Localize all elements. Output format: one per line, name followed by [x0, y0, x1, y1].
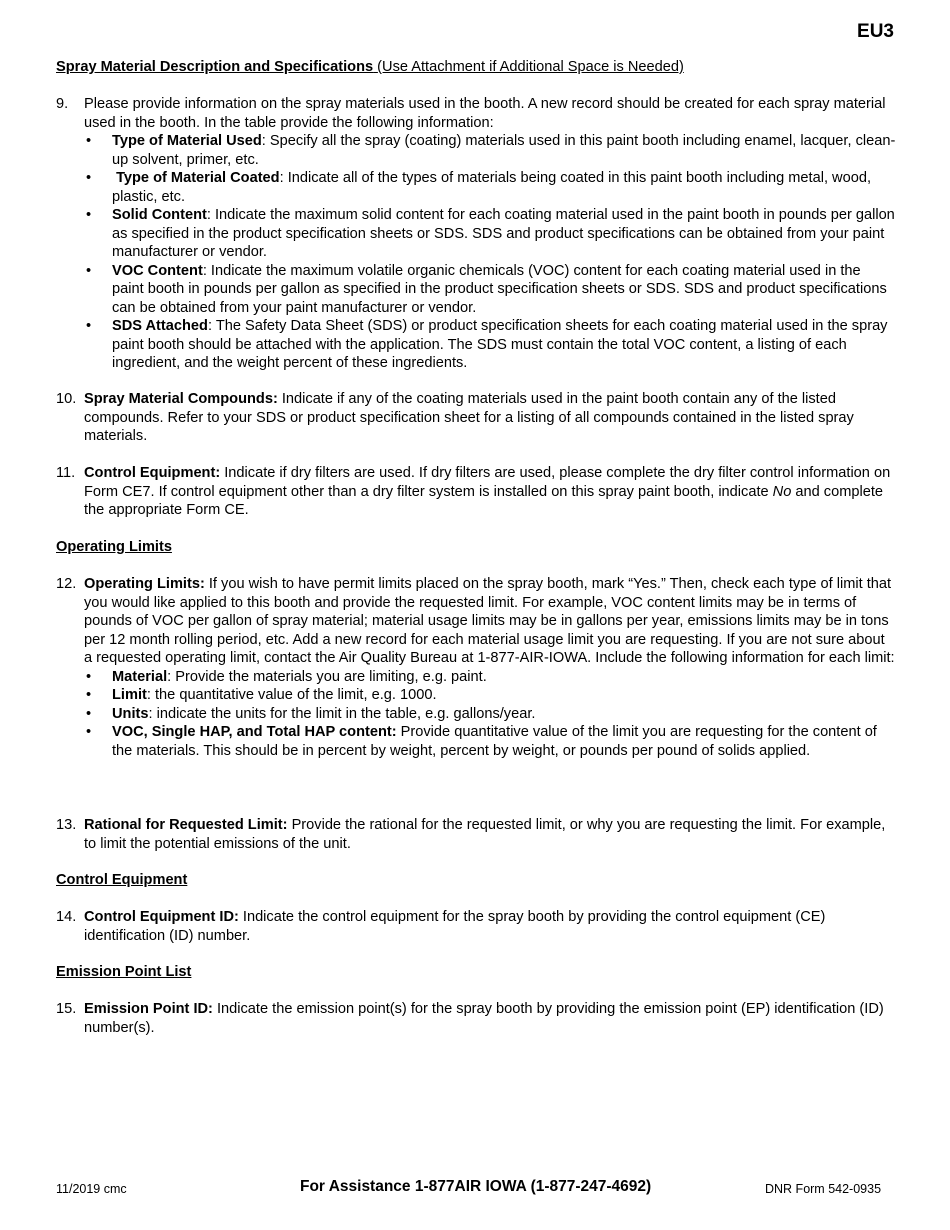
- bullet-text: : Indicate the maximum solid content for each coating material used in the paint booth in pounds per gallon as specified in the product specification sheets or SDS. SDS and product specifications can be obtained from your paint manufacturer or vendor.: [112, 207, 895, 260]
- bullet-label: VOC Content: [112, 262, 203, 279]
- item-label: Control Equipment ID:: [84, 909, 239, 925]
- bullet-text: : the quantitative value of the limit, e.g. 1000.: [146, 687, 437, 703]
- section-heading-spray-material: [56, 58, 684, 76]
- item-text: Indicate the control equipment for the spray booth by providing the control equipment (CE) identification (ID) number.: [84, 909, 826, 944]
- footer-assistance: For Assistance 1-877AIR IOWA (1-877-247-4692): [300, 1178, 652, 1195]
- item-label: Control Equipment:: [84, 465, 221, 481]
- bullet-text: : Specify all the spray (coating) materials used in this paint booth including enamel, lacquer, clean-up solvent, primer, etc.: [112, 133, 896, 168]
- bullet-solid-content: [84, 206, 896, 262]
- section-title: Spray Material Description and Specifications: [56, 59, 374, 75]
- instruction-item-14: [56, 908, 896, 945]
- item-text-end: and complete the appropriate Form CE.: [84, 483, 884, 518]
- section-note: (Use Attachment if Additional Space is Needed): [377, 59, 684, 75]
- item-text: Indicate the emission point(s) for the spray booth by providing the emission point (EP) identification (ID) number(s).: [84, 1001, 884, 1036]
- item-body: [84, 908, 896, 945]
- item-label: Spray Material Compounds:: [84, 391, 278, 407]
- section-heading-control-equipment: Control Equipment: [56, 872, 188, 888]
- bullet-label: Material: [112, 668, 168, 685]
- bullet-label: SDS Attached: [112, 318, 208, 334]
- item-number: 12.: [56, 576, 77, 592]
- footer-form-number: DNR Form 542-0935: [765, 1182, 882, 1196]
- item-number: 9.: [56, 96, 69, 112]
- item-intro: Please provide information on the spray materials used in the booth. A new record should be created for each spray material used in the booth. In the table provide the following information:: [84, 96, 886, 131]
- instruction-item-9: [56, 95, 896, 373]
- bullet-label: Units: [112, 705, 149, 722]
- item-body: [84, 1000, 896, 1037]
- item-text: Provide the rational for the requested limit, or why you are requesting the limit. For example, to limit the potential emissions of the unit.: [84, 817, 886, 852]
- bullet-label: Limit: [112, 687, 147, 703]
- bullet-hap-content: [84, 723, 896, 760]
- item-text: Indicate if any of the coating materials used in the paint booth contain any of the listed compounds. Refer to your SDS or product specification sheet for a listing of all compounds contained in the listed spray materials.: [84, 391, 854, 444]
- item-text: If you wish to have permit limits placed on the spray booth, mark “Yes.” Then, check each type of limit that you would like applied to this booth and provide the requested limit. For example, VOC content limits may be in terms of pounds of VOC per gallon of spray material; material usage limits may be in gallons per year, emissions limits may be in tons per 12 month rolling period, etc. Add a new record for each material usage limit you are requesting. If you are not sure about a requested operating limit, contact the Air Quality Bureau at 1-877-AIR-IOWA. Include the following information for each limit:: [84, 576, 895, 666]
- instruction-item-12: [56, 575, 896, 760]
- item-body: [84, 575, 896, 760]
- bullet-text: : indicate the units for the limit in the table, e.g. gallons/year.: [148, 705, 536, 722]
- instruction-item-11: [56, 464, 896, 520]
- bullet-text: : The Safety Data Sheet (SDS) or product specification sheets for each coating material used in the spray paint booth should be attached with the application. The SDS must contain the total VOC content, a listing of each ingredient, and the weight percent of these ingredients.: [112, 318, 888, 371]
- bullet-material: [84, 668, 896, 687]
- item-body: [84, 390, 896, 446]
- item-body: [84, 816, 896, 853]
- item-body: [84, 464, 896, 520]
- bullet-text: : Indicate all of the types of materials being coated in this paint booth including metal, wood, plastic, etc.: [112, 170, 871, 205]
- form-code: EU3: [857, 21, 894, 42]
- item-text: Indicate if dry filters are used. If dry filters are used, please complete the dry filter control information on Form CE7. If control equipment other than a dry filter system is installed on this spray paint booth, indicate: [84, 465, 891, 500]
- bullet-voc-content: [84, 262, 896, 318]
- bullet-text: : Indicate the maximum volatile organic chemicals (VOC) content for each coating material used in the paint booth in pounds per gallon as specified in the product specification sheets or SDS. SDS and product specifications can be obtained from your paint manufacturer or vendor.: [112, 262, 887, 316]
- item-number: 10.: [56, 391, 77, 407]
- section-heading-emission-point-list: Emission Point List: [56, 964, 192, 980]
- bullet-label: Type of Material Used: [112, 133, 262, 149]
- bullet-label: VOC, Single HAP, and Total HAP content:: [112, 724, 397, 740]
- item-label: Emission Point ID:: [84, 1001, 213, 1017]
- bullet-label: Solid Content: [112, 207, 207, 223]
- bullet-units: [84, 705, 896, 724]
- bullet-sds-attached: [84, 317, 896, 373]
- item-emphasis: No: [772, 483, 792, 500]
- item-label: Operating Limits:: [84, 576, 205, 592]
- bullet-text: Provide quantitative value of the limit you are requesting for the content of the materials. This should be in percent by weight, percent by weight, or pounds per pound of solids applied.: [112, 724, 877, 759]
- bullet-limit: [84, 686, 896, 705]
- instruction-item-13: [56, 816, 896, 853]
- bullet-label: Type of Material Coated: [116, 170, 280, 186]
- item-number: 15.: [56, 1001, 77, 1017]
- footer-date: 11/2019 cmc: [56, 1182, 127, 1196]
- item-label: Rational for Requested Limit:: [84, 817, 288, 833]
- item-number: 13.: [56, 817, 77, 833]
- section-heading-operating-limits: Operating Limits: [56, 539, 172, 555]
- item-number: 11.: [56, 465, 76, 481]
- bullet-type-of-material-coated: [84, 169, 896, 206]
- instruction-item-15: [56, 1000, 896, 1037]
- instruction-item-10: [56, 390, 896, 446]
- item-body: [84, 95, 896, 373]
- bullet-text: : Provide the materials you are limiting, e.g. paint.: [167, 668, 487, 685]
- item-number: 14.: [56, 909, 77, 925]
- bullet-type-of-material-used: [84, 132, 896, 169]
